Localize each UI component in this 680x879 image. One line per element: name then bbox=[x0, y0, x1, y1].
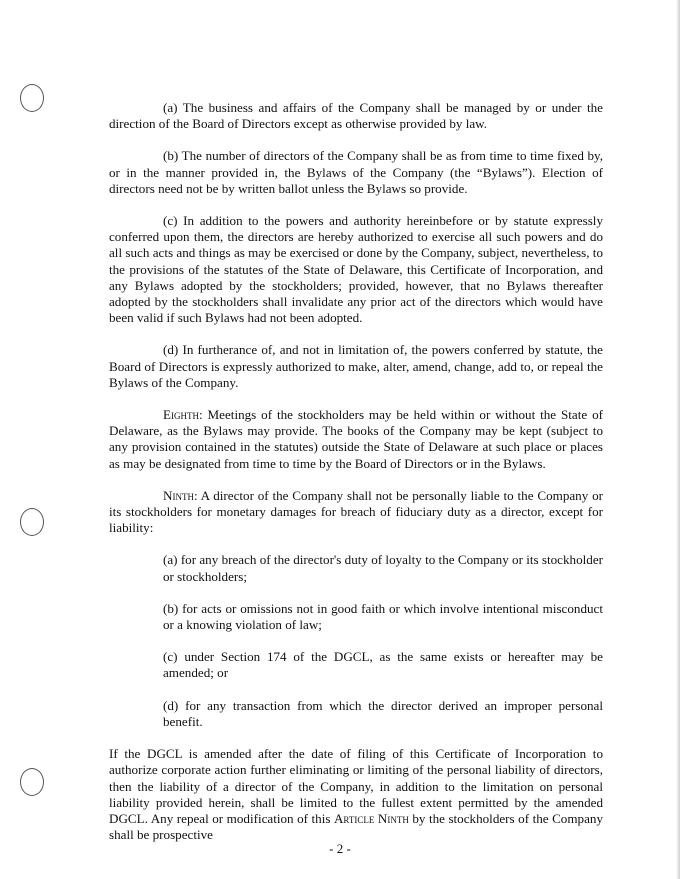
closing-paragraph bbox=[109, 746, 603, 843]
ninth-item-d bbox=[163, 698, 603, 730]
article-eighth bbox=[109, 407, 603, 472]
punch-hole-icon bbox=[20, 84, 44, 112]
article-ninth bbox=[109, 488, 603, 537]
punch-hole-icon bbox=[20, 768, 44, 796]
paragraph-c: (c) In addition to the powers and authority hereinbefore or by statute expressly conferred upon them, the directors are hereby authorized to exercise all such powers and do all such acts and things as may be exercised or done by the Company, subject, nevertheless, to the provisions of the statutes of the State of Delaware, this Certificate of Incorporation, and any Bylaws adopted by the stockholders; provided, however, that no Bylaws thereafter adopted by the stockholders shall invalidate any prior act of the directors which would have been valid if such Bylaws had not been adopted. bbox=[109, 213, 603, 326]
article-eighth-heading: Eighth: bbox=[163, 407, 203, 423]
article-eighth-body: Meetings of the stockholders may be held within or without the State of Delaware, as the Bylaws may provide. The books of the Company may be kept (subject to any provision contained in the statutes) outside the State of Delaware at such place or places as may be designated from time to time by the Board of Directors or in the Bylaws. bbox=[109, 407, 603, 471]
closing-article-ref: Article Ninth bbox=[333, 810, 409, 826]
article-ninth-body: A director of the Company shall not be personally liable to the Company or its stockholders for monetary damages for breach of fiduciary duty as a director, except for liability: bbox=[109, 487, 603, 536]
paragraph-a: (a) The business and affairs of the Company shall be managed by or under the direction of the Board of Directors except as otherwise provided by law. bbox=[109, 100, 603, 132]
page-edge bbox=[676, 0, 680, 879]
closing-start: If the DGCL is amended after the date of filing of this Certificate of Incorporation to authorize corporate action further eliminating or limiting of the personal liability of directors, then the liability of a director of the Company, in addition to the limitation on personal liability provided herein, shall be limited to the fullest extent permitted by the amended DGCL. Any repeal or modification of this bbox=[109, 746, 603, 826]
paragraph-b: (b) The number of directors of the Company shall be as from time to time fixed by, or in the manner provided in, the Bylaws of the Company (the “Bylaws”). Election of directors need not be by written ballot unless the Bylaws so provide. bbox=[109, 148, 603, 196]
ninth-item-c bbox=[163, 649, 603, 681]
page-number: - 2 - bbox=[329, 841, 351, 856]
article-ninth-heading: Ninth: bbox=[163, 487, 198, 503]
ninth-item-b-text: (b) for acts or omissions not in good faith or which involve intentional misconduct or a knowing violation of law; bbox=[163, 600, 603, 633]
ninth-item-d-text: (d) for any transaction from which the director derived an improper personal benefit. bbox=[163, 697, 603, 729]
ninth-item-a bbox=[163, 552, 603, 584]
document-body bbox=[109, 100, 603, 859]
ninth-item-a-text: (a) for any breach of the director's duty of loyalty to the Company or its stockholder or stockholders; bbox=[163, 552, 603, 584]
punch-hole-icon bbox=[20, 508, 44, 536]
ninth-item-c-text: (c) under Section 174 of the DGCL, as the same exists or hereafter may be amended; or bbox=[163, 649, 603, 681]
ninth-item-b bbox=[163, 601, 603, 633]
paragraph-d: (d) In furtherance of, and not in limitation of, the powers conferred by statute, the Board of Directors is expressly authorized to make, alter, amend, change, add to, or repeal the Bylaws of the Company. bbox=[109, 342, 603, 390]
closing-end: by the stockholders of the Company shall be prospective bbox=[109, 810, 603, 843]
